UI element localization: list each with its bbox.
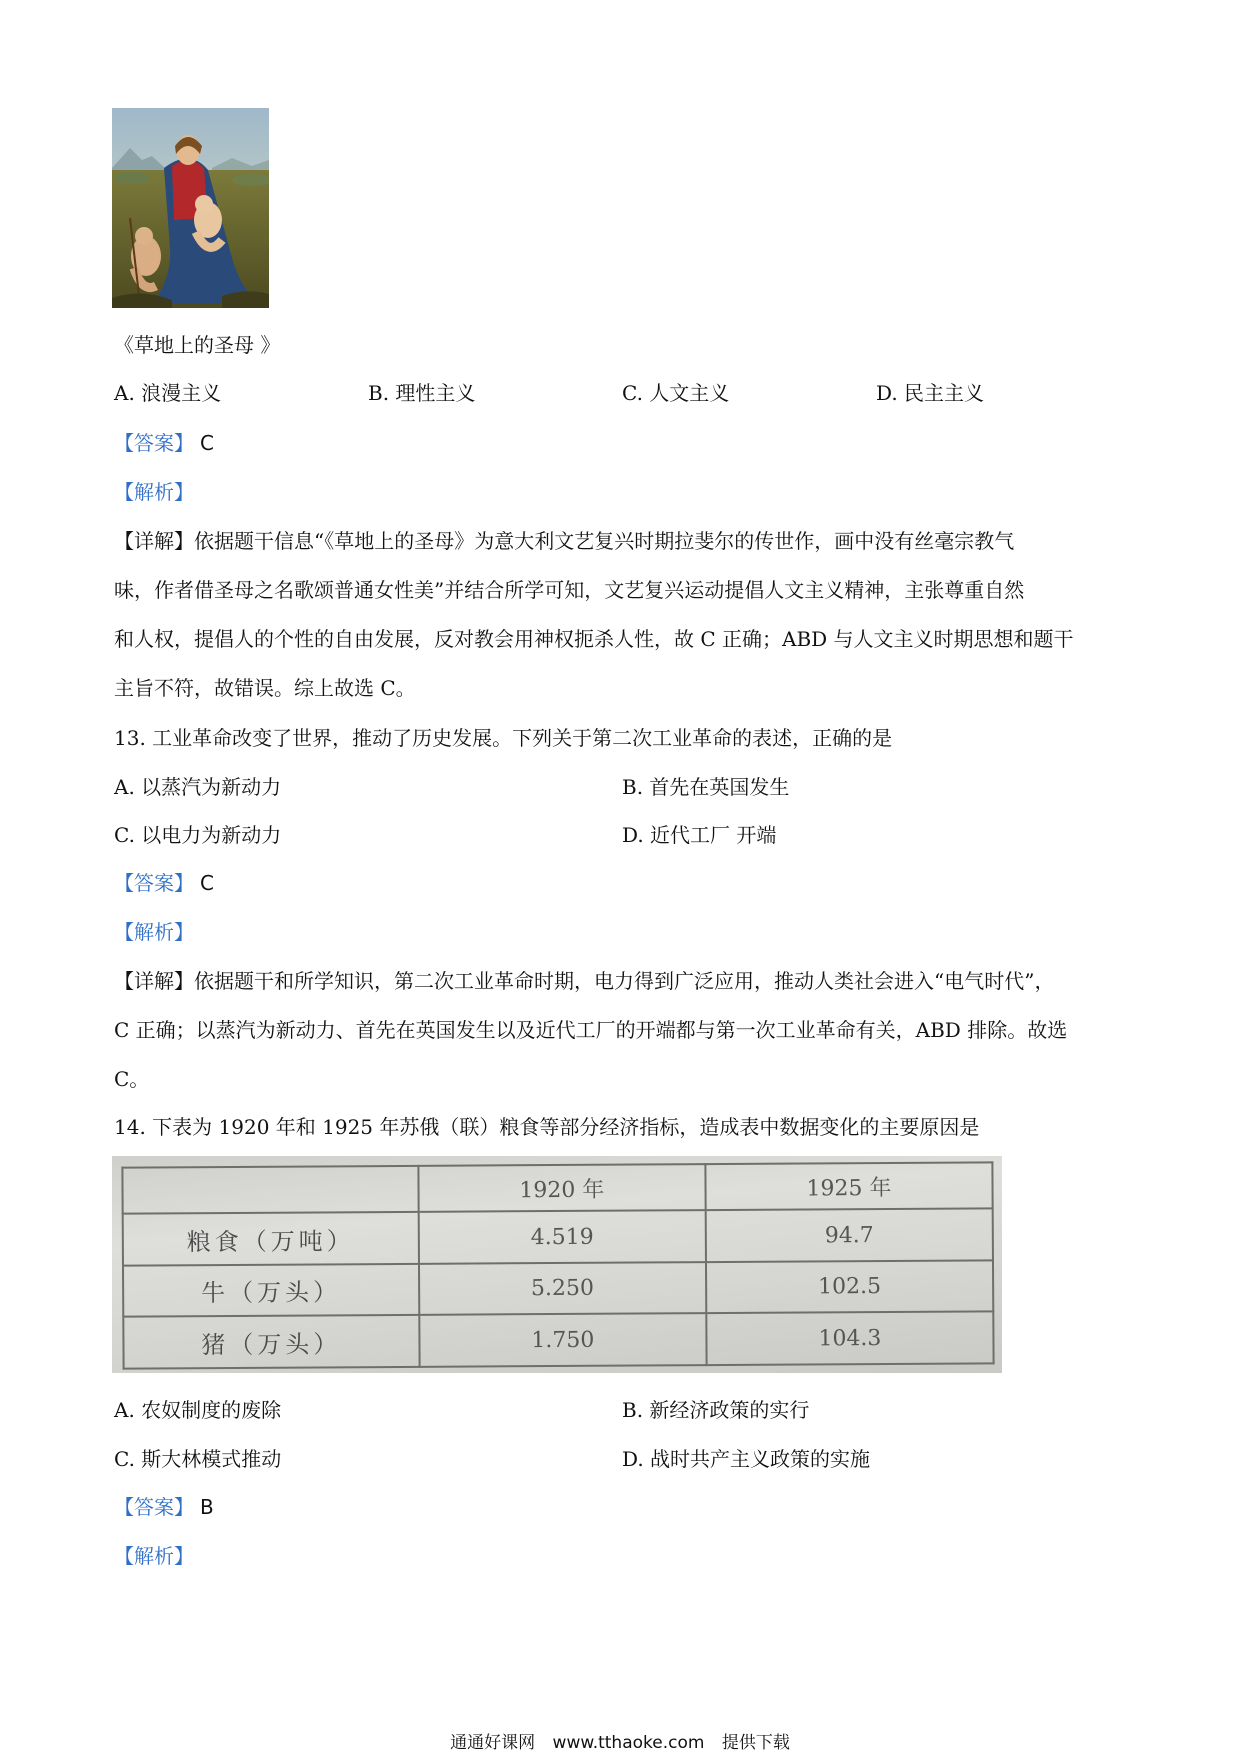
table-header-cell (122, 1166, 418, 1214)
table-cell: 94.7 (706, 1209, 993, 1262)
q14-analysis-heading (114, 1543, 194, 1569)
answer-value: C (200, 431, 214, 455)
q13-option-d: D. 近代工厂 开端 (622, 823, 777, 847)
q13-option-a: A. 以蒸汽为新动力 (114, 775, 282, 799)
q14-option-d: D. 战时共产主义政策的实施 (622, 1447, 871, 1471)
q12-option-b: B. 理性主义 (368, 381, 476, 405)
q13-answer (114, 870, 214, 896)
q14-stem: 14. 下表为 1920 年和 1925 年苏俄（联）粮食等部分经济指标，造成表中数据变化的主要原因是 (114, 1115, 980, 1139)
q13-detail-line-1 (114, 968, 1054, 994)
table-row (123, 1209, 993, 1266)
economic-indicators-table (121, 1161, 994, 1369)
answer-tag: 【答案】 (114, 431, 194, 455)
page-footer (0, 1728, 1240, 1753)
analysis-tag: 【解析】 (114, 1544, 194, 1568)
answer-tag: 【答案】 (114, 871, 194, 895)
table-cell: 104.3 (706, 1312, 993, 1365)
footer-url-link[interactable]: www.tthaoke.com (552, 1733, 705, 1753)
economic-indicators-table-photo (112, 1156, 1002, 1373)
q13-analysis-heading (114, 919, 194, 945)
table-cell: 1.750 (419, 1314, 706, 1367)
q14-option-c: C. 斯大林模式推动 (114, 1447, 282, 1471)
madonna-painting-image (112, 108, 269, 308)
analysis-tag: 【解析】 (114, 480, 194, 504)
q12-detail-line-3: 和人权，提倡人的个性的自由发展，反对教会用神权扼杀人性，故 C 正确；ABD 与人文主义时期思想和题干 (114, 627, 1074, 651)
answer-value: C (200, 871, 214, 895)
table-row-label: 猪（万头） (123, 1315, 419, 1368)
table-cell: 102.5 (706, 1260, 993, 1313)
detail-text: 依据题干和所学知识，第二次工业革命时期，电力得到广泛应用，推动人类社会进入“电气时代”， (194, 969, 1055, 993)
footer-site-name: 通通好课网 (450, 1733, 536, 1753)
footer-action: 提供下载 (721, 1733, 790, 1753)
q12-analysis-heading (114, 479, 194, 505)
painting-caption: 《草地上的圣母 》 (114, 333, 281, 357)
q12-detail-line-2: 味，作者借圣母之名歌颂普通女性美”并结合所学可知，文艺复兴运动提倡人文主义精神，主张尊重自然 (114, 578, 1025, 602)
q13-stem: 13. 工业革命改变了世界，推动了历史发展。下列关于第二次工业革命的表述，正确的是 (114, 726, 893, 750)
detail-text: 依据题干信息“《草地上的圣母》为意大利文艺复兴时期拉斐尔的传世作，画中没有丝毫宗教气 (194, 529, 1015, 553)
answer-tag: 【答案】 (114, 1495, 194, 1519)
q12-detail-line-4: 主旨不符，故错误。综上故选 C。 (114, 676, 416, 700)
q12-option-c: C. 人文主义 (622, 381, 730, 405)
q13-detail-line-3: C。 (114, 1067, 150, 1091)
q13-option-b: B. 首先在英国发生 (622, 775, 790, 799)
detail-tag: 【详解】 (114, 969, 194, 993)
table-row-label: 牛（万头） (123, 1264, 419, 1317)
q12-answer (114, 430, 214, 456)
q12-option-a: A. 浪漫主义 (114, 381, 222, 405)
q12-option-d: D. 民主主义 (876, 381, 985, 405)
q12-detail-line-1 (114, 528, 1014, 554)
table-row (123, 1312, 993, 1369)
q14-answer (114, 1494, 214, 1520)
q13-option-c: C. 以电力为新动力 (114, 823, 282, 847)
table-row-label: 粮食（万吨） (123, 1212, 419, 1265)
analysis-tag: 【解析】 (114, 920, 194, 944)
table-row (123, 1260, 993, 1317)
detail-tag: 【详解】 (114, 529, 194, 553)
table-cell: 5.250 (419, 1262, 706, 1315)
table-header-row (122, 1162, 992, 1214)
q14-option-a: A. 农奴制度的废除 (114, 1398, 282, 1422)
table-header-cell: 1925 年 (705, 1162, 992, 1210)
table-cell: 4.519 (418, 1210, 705, 1263)
answer-value: B (200, 1495, 214, 1519)
table-header-cell: 1920 年 (418, 1164, 705, 1212)
q13-detail-line-2: C 正确；以蒸汽为新动力、首先在英国发生以及近代工厂的开端都与第一次工业革命有关，ABD 排除。故选 (114, 1018, 1068, 1042)
q14-option-b: B. 新经济政策的实行 (622, 1398, 810, 1422)
painting-illustration (112, 108, 269, 308)
